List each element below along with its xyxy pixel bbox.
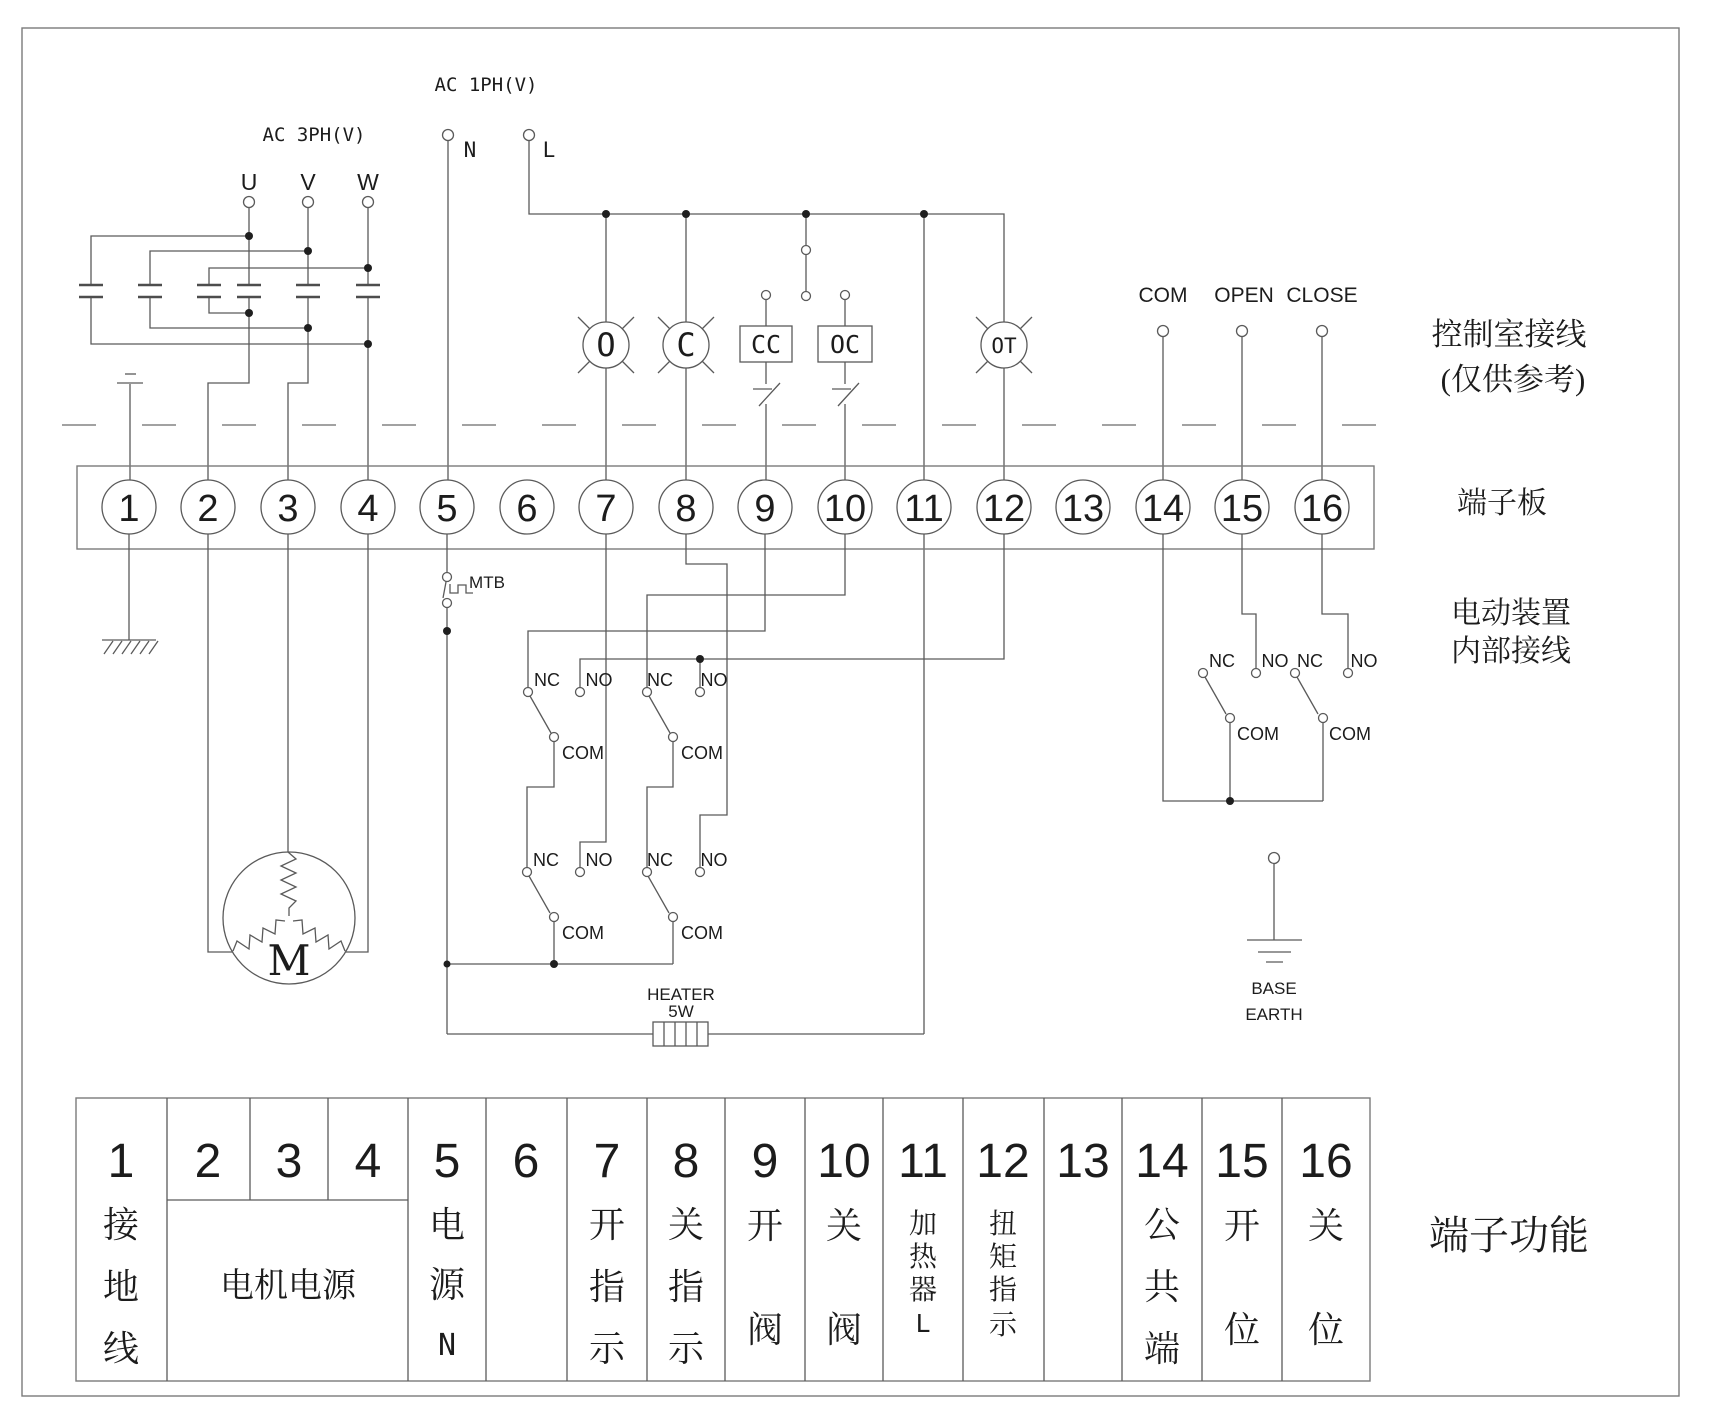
com-label: COM — [562, 743, 604, 763]
terminal-number: 14 — [1141, 488, 1185, 530]
heater-element — [653, 1022, 708, 1046]
terminal-board-label: 端子板 — [1457, 487, 1547, 520]
motor-letter: M — [267, 936, 311, 985]
junction-dot — [364, 340, 372, 348]
base-earth-symbol — [1245, 853, 1302, 1025]
function-char: 线 — [102, 1329, 140, 1369]
base-earth-label-2: EARTH — [1245, 1005, 1303, 1024]
terminal-number: 1 — [118, 488, 140, 530]
nc-label: NC — [647, 850, 673, 870]
terminal-number: 16 — [1300, 488, 1344, 530]
com-label: COM — [562, 923, 604, 943]
terminal-function-label: 端子功能 — [1429, 1213, 1589, 1258]
remote-close-label: CLOSE — [1286, 284, 1358, 307]
com-terminal — [1158, 326, 1169, 337]
function-char: 示 — [667, 1329, 705, 1369]
table-number: 3 — [275, 1135, 303, 1188]
limit-switch-2 — [643, 670, 728, 763]
function-char: 地 — [102, 1267, 140, 1307]
function-char: 开 — [746, 1206, 784, 1246]
close-lamp-letter: C — [676, 326, 696, 364]
neutral-terminal — [443, 130, 454, 141]
table-numbers — [108, 1135, 1353, 1188]
position-switch-open — [1199, 651, 1289, 744]
section-annotations — [1429, 317, 1589, 1258]
wire-t7-to-no3 — [580, 534, 606, 868]
function-char: 源 — [428, 1265, 466, 1305]
phase-w-label: W — [357, 169, 379, 195]
terminal-number: 4 — [357, 488, 379, 530]
control-bus-wires — [448, 140, 1004, 1034]
junction-dot — [920, 210, 928, 218]
line-terminal — [524, 130, 535, 141]
base-earth-label-1: BASE — [1251, 979, 1297, 998]
internal-wiring-label-1: 电动装置 — [1451, 597, 1571, 630]
com-label: COM — [681, 923, 723, 943]
function-char: 示 — [588, 1329, 626, 1369]
terminal-number: 8 — [675, 488, 697, 530]
control-room-label-2: (仅供参考) — [1440, 362, 1586, 397]
function-char: 指 — [588, 1267, 626, 1307]
function-char: 关 — [825, 1206, 863, 1246]
phase-v-label: V — [300, 169, 316, 195]
no-label: NO — [1350, 651, 1378, 671]
mtb-thermal-switch — [443, 534, 505, 1034]
nc-label: NC — [533, 850, 559, 870]
table-number: 9 — [751, 1135, 779, 1188]
wire-t8-to-no4 — [686, 534, 727, 868]
function-char: 阀 — [746, 1310, 784, 1350]
function-char: 位 — [1307, 1310, 1345, 1350]
no-label: NO — [585, 670, 613, 690]
no-label: NO — [700, 670, 728, 690]
terminal-number: 15 — [1220, 488, 1264, 530]
wire-t16-to-no6 — [1322, 534, 1348, 669]
terminal-number: 10 — [823, 488, 867, 530]
table-number: 1 — [107, 1135, 135, 1188]
terminal-number: 6 — [516, 488, 538, 530]
oc-nc-contact — [832, 383, 859, 406]
junction-dot — [364, 264, 372, 272]
terminal-number: 7 — [595, 488, 617, 530]
phase-w-terminal — [363, 197, 374, 208]
open-lamp-letter: O — [596, 326, 616, 364]
function-char: 阀 — [825, 1310, 863, 1350]
table-number: 10 — [817, 1135, 871, 1188]
close-indicator-lamp — [658, 317, 714, 373]
function-char: N — [437, 1328, 457, 1363]
table-number: 4 — [354, 1135, 382, 1188]
heater-label-1: HEATER — [647, 985, 715, 1004]
function-char: 端 — [1143, 1329, 1181, 1369]
table-number: 15 — [1215, 1135, 1269, 1188]
cc-coil-letters: CC — [750, 330, 782, 359]
function-char: 关 — [1307, 1206, 1345, 1246]
table-number: 12 — [976, 1135, 1030, 1188]
terminal-number: 13 — [1061, 488, 1105, 530]
motor-winding-top — [281, 852, 296, 916]
function-char: 共 — [1143, 1267, 1181, 1307]
terminal-number: 11 — [904, 488, 944, 530]
terminal-board — [77, 466, 1374, 549]
mtb-label: MTB — [469, 573, 505, 592]
terminal-number: 12 — [982, 488, 1026, 530]
position-switch-block — [1163, 534, 1378, 805]
wire-t15-to-no5 — [1242, 534, 1256, 669]
phase-v-terminal — [303, 197, 314, 208]
com-label: COM — [681, 743, 723, 763]
function-char: 接 — [102, 1205, 140, 1245]
wire-t12-to-no1-no2 — [580, 534, 1004, 688]
nc-label: NC — [1297, 651, 1323, 671]
single-phase-supply — [435, 74, 1004, 1034]
nc-label: NC — [647, 670, 673, 690]
position-switch-close — [1291, 651, 1378, 744]
line-label: L — [542, 138, 556, 162]
terminal-number: 3 — [277, 488, 299, 530]
control-room-label-1: 控制室接线 — [1431, 317, 1587, 352]
function-char: 器 — [908, 1275, 938, 1306]
open-indicator-lamp — [578, 317, 634, 373]
table-functions — [103, 1205, 1344, 1369]
table-number: 8 — [672, 1135, 700, 1188]
wire-com3-com4-to-neutral — [447, 922, 673, 964]
function-char: 指 — [667, 1267, 705, 1307]
limit-switch-1 — [524, 670, 613, 763]
heater-label-2: 5W — [668, 1002, 694, 1021]
junction-dot — [245, 232, 253, 240]
function-motor-power: 电机电源 — [220, 1268, 356, 1305]
table-number: 16 — [1299, 1135, 1353, 1188]
three-phase-supply — [79, 124, 380, 481]
phase-wires — [91, 207, 368, 481]
internal-wiring-label-2: 内部接线 — [1451, 635, 1571, 668]
junction-dot — [304, 247, 312, 255]
table-number: 13 — [1056, 1135, 1110, 1188]
torque-indicator-lamp — [976, 317, 1032, 373]
function-char: L — [915, 1309, 931, 1338]
table-number: 5 — [433, 1135, 461, 1188]
heater-assembly — [447, 985, 924, 1046]
junction-dot — [245, 309, 253, 317]
protective-earth — [102, 534, 158, 654]
wire-t10-to-nc2 — [647, 534, 845, 688]
function-char: 热 — [908, 1242, 938, 1273]
function-char: 公 — [1143, 1205, 1181, 1245]
neutral-label: N — [463, 138, 477, 162]
function-char: 矩 — [988, 1242, 1018, 1273]
terminal-number: 2 — [197, 488, 219, 530]
limit-switch-3 — [523, 850, 613, 943]
terminal-number: 5 — [436, 488, 458, 530]
cc-nc-contact — [753, 383, 780, 406]
close-terminal — [1317, 326, 1328, 337]
table-number: 7 — [593, 1135, 621, 1188]
phase-u-label: U — [240, 169, 258, 195]
motor-assembly — [208, 534, 368, 985]
limit-switch-block — [444, 534, 1005, 968]
function-char: 加 — [908, 1209, 938, 1240]
no-label: NO — [700, 850, 728, 870]
table-number: 2 — [194, 1135, 222, 1188]
terminal-function-table — [76, 1098, 1370, 1381]
drawing-border — [22, 28, 1679, 1396]
com-label: COM — [1329, 724, 1371, 744]
table-number: 14 — [1135, 1135, 1189, 1188]
junction-dot — [602, 210, 610, 218]
com-label: COM — [1237, 724, 1279, 744]
limit-switch-4 — [643, 850, 728, 943]
remote-control-terminals — [1139, 284, 1358, 481]
open-terminal — [1237, 326, 1248, 337]
function-char: 示 — [988, 1310, 1018, 1341]
ac-3ph-label: AC 3PH(V) — [262, 124, 366, 146]
ac-1ph-label: AC 1PH(V) — [434, 74, 538, 96]
junction-dot — [682, 210, 690, 218]
table-number: 11 — [898, 1135, 948, 1188]
junction-dot — [802, 210, 810, 218]
function-char: 开 — [1223, 1206, 1261, 1246]
table-number: 6 — [512, 1135, 540, 1188]
function-char: 关 — [667, 1205, 705, 1245]
phase-u-terminal — [244, 197, 255, 208]
nc-label: NC — [534, 670, 560, 690]
function-char: 位 — [1223, 1310, 1261, 1350]
no-label: NO — [1261, 651, 1289, 671]
ot-lamp-letters: OT — [991, 334, 1017, 358]
signal-earth-symbol — [117, 374, 143, 481]
function-char: 电 — [428, 1205, 466, 1245]
capacitor-bank — [79, 285, 380, 297]
remote-open-label: OPEN — [1214, 284, 1274, 307]
remote-com-label: COM — [1138, 284, 1188, 307]
junction-dot — [304, 324, 312, 332]
function-char: 开 — [588, 1205, 626, 1245]
oc-coil-letters: OC — [829, 330, 861, 359]
terminal-number: 9 — [754, 488, 776, 530]
function-char: 指 — [988, 1275, 1018, 1306]
nc-label: NC — [1209, 651, 1235, 671]
function-char: 扭 — [988, 1209, 1018, 1240]
no-label: NO — [585, 850, 613, 870]
